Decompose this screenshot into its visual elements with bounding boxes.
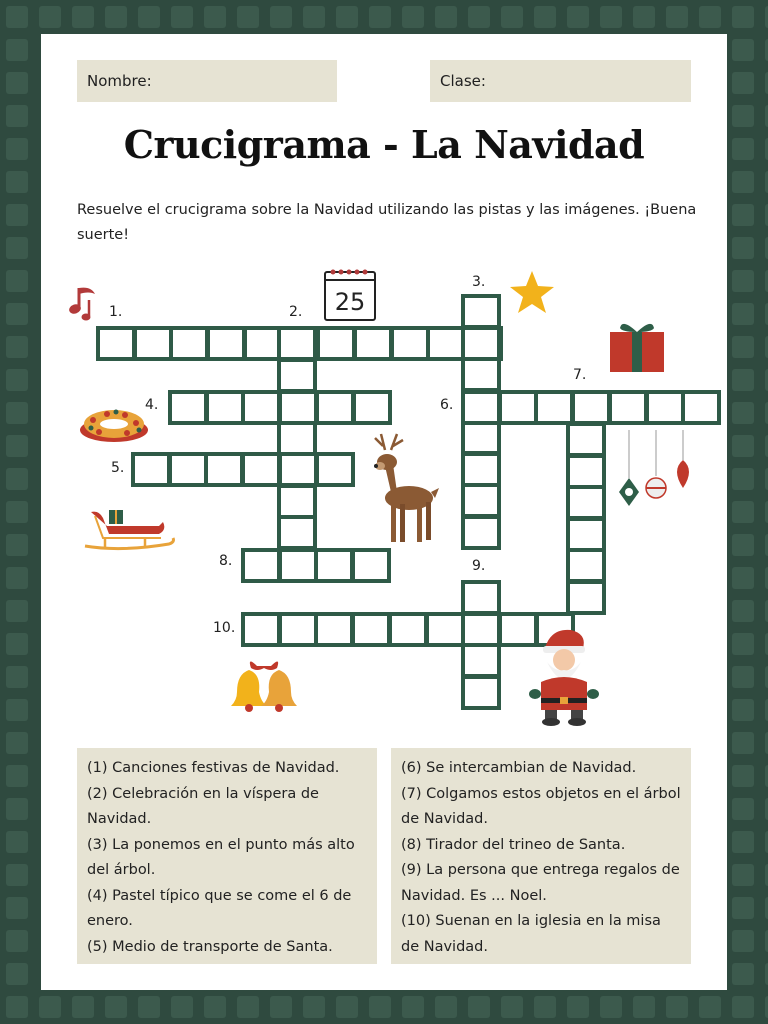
ornaments-icon bbox=[615, 430, 699, 514]
crossword-cell[interactable] bbox=[169, 326, 209, 361]
border-square bbox=[732, 732, 754, 754]
crossword-cell[interactable] bbox=[461, 515, 501, 550]
king-cake-icon bbox=[79, 406, 149, 444]
crossword-cell[interactable] bbox=[566, 485, 606, 520]
border-square bbox=[6, 864, 28, 886]
border-square bbox=[732, 534, 754, 556]
border-square bbox=[732, 6, 754, 28]
border-square bbox=[303, 996, 325, 1018]
border-square bbox=[39, 996, 61, 1018]
name-label: Nombre: bbox=[87, 72, 152, 90]
border-square bbox=[6, 765, 28, 787]
border-square bbox=[336, 996, 358, 1018]
border-square bbox=[732, 831, 754, 853]
crossword-cell[interactable] bbox=[461, 294, 501, 329]
crossword-cell[interactable] bbox=[278, 548, 318, 583]
border-square bbox=[237, 996, 259, 1018]
border-square bbox=[633, 996, 655, 1018]
border-square bbox=[6, 138, 28, 160]
crossword-cell[interactable] bbox=[498, 390, 538, 425]
clue-8: (8) Tirador del trineo de Santa. bbox=[401, 836, 626, 853]
border-square bbox=[732, 435, 754, 457]
border-square bbox=[6, 435, 28, 457]
border-square bbox=[732, 237, 754, 259]
border-square bbox=[6, 369, 28, 391]
border-square bbox=[6, 666, 28, 688]
crossword-cell[interactable] bbox=[241, 612, 281, 647]
clue-5: (5) Medio de transporte de Santa. bbox=[87, 938, 333, 955]
crossword-cell[interactable] bbox=[566, 422, 606, 457]
crossword-cell[interactable] bbox=[461, 612, 501, 647]
border-square bbox=[6, 963, 28, 985]
border-square bbox=[732, 138, 754, 160]
crossword-cell[interactable] bbox=[204, 452, 244, 487]
music-note-icon bbox=[67, 282, 101, 322]
reindeer-icon bbox=[367, 432, 441, 544]
border-square bbox=[732, 39, 754, 61]
crossword-cell[interactable] bbox=[351, 548, 391, 583]
clue-number-5: 5. bbox=[111, 460, 125, 476]
border-square bbox=[138, 6, 160, 28]
clue-number-6: 6. bbox=[440, 397, 454, 413]
crossword-cell[interactable] bbox=[277, 421, 317, 456]
crossword-cell[interactable] bbox=[277, 515, 317, 550]
crossword-cell[interactable] bbox=[96, 326, 136, 361]
clue-3: (3) La ponemos en el punto más alto del árbol. bbox=[87, 836, 355, 878]
border-square bbox=[534, 996, 556, 1018]
clue-7: (7) Colgamos estos objetos en el árbol de Navidad. bbox=[401, 785, 681, 827]
crossword-cell[interactable] bbox=[461, 326, 501, 361]
crossword-cell[interactable] bbox=[316, 326, 356, 361]
crossword-cell[interactable] bbox=[461, 675, 501, 710]
crossword-cell[interactable] bbox=[241, 452, 281, 487]
border-square bbox=[732, 864, 754, 886]
clue-number-9: 9. bbox=[472, 558, 486, 574]
crossword-cell[interactable] bbox=[278, 452, 318, 487]
instructions: Resuelve el crucigrama sobre la Navidad utilizando las pistas y las imágenes. ¡Buena suerte! bbox=[77, 202, 697, 243]
crossword-cell[interactable] bbox=[534, 390, 574, 425]
border-square bbox=[171, 996, 193, 1018]
border-square bbox=[567, 6, 589, 28]
border-square bbox=[732, 666, 754, 688]
clue-number-8: 8. bbox=[219, 553, 233, 569]
crossword-cell[interactable] bbox=[461, 580, 501, 615]
crossword-cell[interactable] bbox=[206, 326, 246, 361]
crossword-cell[interactable] bbox=[315, 452, 355, 487]
clue-2: (2) Celebración en la víspera de Navidad. bbox=[87, 785, 319, 827]
border-square bbox=[6, 336, 28, 358]
border-square bbox=[402, 996, 424, 1018]
border-square bbox=[6, 468, 28, 490]
calendar-day: 25 bbox=[334, 288, 366, 316]
border-square bbox=[435, 6, 457, 28]
page-title: Crucigrama - La Navidad bbox=[123, 122, 645, 167]
crossword-cell[interactable] bbox=[278, 612, 318, 647]
border-square bbox=[39, 6, 61, 28]
star-icon bbox=[509, 270, 555, 314]
border-square bbox=[6, 732, 28, 754]
border-square bbox=[468, 6, 490, 28]
clue-9: (9) La persona que entrega regalos de Navidad. Es ... Noel. bbox=[401, 862, 680, 904]
clue-1: (1) Canciones festivas de Navidad. bbox=[87, 760, 340, 776]
crossword-cell[interactable] bbox=[168, 390, 208, 425]
crossword-cell[interactable] bbox=[566, 548, 606, 583]
clue-number-2: 2. bbox=[289, 304, 303, 320]
border-square bbox=[6, 270, 28, 292]
crossword-cell[interactable] bbox=[426, 326, 466, 361]
crossword-cell[interactable] bbox=[277, 484, 317, 519]
border-square bbox=[6, 204, 28, 226]
border-square bbox=[6, 633, 28, 655]
santa-icon bbox=[527, 626, 601, 726]
crossword-cell[interactable] bbox=[461, 357, 501, 392]
border-square bbox=[6, 831, 28, 853]
border-square bbox=[732, 633, 754, 655]
crossword-cell[interactable] bbox=[461, 390, 501, 425]
border-square bbox=[732, 369, 754, 391]
border-square bbox=[600, 996, 622, 1018]
clue-number-10: 10. bbox=[213, 620, 236, 636]
class-label: Clase: bbox=[440, 72, 486, 90]
clue-number-1: 1. bbox=[109, 304, 123, 320]
crossword-cell[interactable] bbox=[351, 612, 391, 647]
border-square bbox=[105, 6, 127, 28]
crossword-cell[interactable] bbox=[461, 420, 501, 455]
crossword-cell[interactable] bbox=[608, 390, 648, 425]
border-square bbox=[369, 996, 391, 1018]
clues-panel-right bbox=[391, 748, 691, 964]
calendar-icon bbox=[323, 266, 377, 322]
border-square bbox=[204, 996, 226, 1018]
border-square bbox=[732, 963, 754, 985]
name-field[interactable] bbox=[77, 60, 337, 102]
crossword-cell[interactable] bbox=[277, 358, 317, 393]
border-square bbox=[732, 501, 754, 523]
border-square bbox=[600, 6, 622, 28]
clue-4: (4) Pastel típico que se come el 6 de enero. bbox=[87, 887, 352, 929]
border-square bbox=[567, 996, 589, 1018]
border-square bbox=[336, 6, 358, 28]
border-square bbox=[6, 534, 28, 556]
border-square bbox=[270, 996, 292, 1018]
border-square bbox=[6, 897, 28, 919]
border-square bbox=[732, 567, 754, 589]
crossword-cell[interactable] bbox=[461, 643, 501, 678]
crossword-cell[interactable] bbox=[645, 390, 685, 425]
border-square bbox=[369, 6, 391, 28]
border-square bbox=[732, 600, 754, 622]
border-square bbox=[732, 105, 754, 127]
border-square bbox=[6, 303, 28, 325]
border-square bbox=[732, 699, 754, 721]
border-square bbox=[171, 6, 193, 28]
crossword-cell[interactable] bbox=[566, 580, 606, 615]
border-square bbox=[6, 699, 28, 721]
crossword-cell[interactable] bbox=[390, 326, 430, 361]
border-square bbox=[732, 468, 754, 490]
border-square bbox=[6, 39, 28, 61]
border-square bbox=[105, 996, 127, 1018]
crossword-cell[interactable] bbox=[241, 390, 281, 425]
border-square bbox=[204, 6, 226, 28]
crossword-cell[interactable] bbox=[241, 548, 281, 583]
crossword-cell[interactable] bbox=[461, 452, 501, 487]
crossword-cell[interactable] bbox=[425, 612, 465, 647]
border-square bbox=[732, 996, 754, 1018]
border-square bbox=[6, 237, 28, 259]
border-square bbox=[534, 6, 556, 28]
crossword-cell[interactable] bbox=[133, 326, 173, 361]
border-square bbox=[732, 204, 754, 226]
border-square bbox=[6, 6, 28, 28]
border-square bbox=[6, 996, 28, 1018]
crossword-cell[interactable] bbox=[168, 452, 208, 487]
border-square bbox=[732, 930, 754, 952]
crossword-cell[interactable] bbox=[277, 326, 317, 361]
border-square bbox=[270, 6, 292, 28]
sleigh-icon bbox=[81, 504, 177, 552]
border-square bbox=[732, 402, 754, 424]
worksheet bbox=[41, 34, 727, 990]
border-square bbox=[732, 303, 754, 325]
border-square bbox=[6, 105, 28, 127]
border-square bbox=[699, 996, 721, 1018]
bells-icon bbox=[227, 656, 301, 712]
border-square bbox=[435, 996, 457, 1018]
border-square bbox=[72, 6, 94, 28]
class-field[interactable] bbox=[430, 60, 691, 102]
border-square bbox=[732, 897, 754, 919]
border-square bbox=[6, 798, 28, 820]
border-square bbox=[732, 336, 754, 358]
border-square bbox=[732, 72, 754, 94]
crossword-cell[interactable] bbox=[681, 390, 721, 425]
crossword-cell[interactable] bbox=[388, 612, 428, 647]
border-square bbox=[6, 567, 28, 589]
crossword-cell[interactable] bbox=[566, 454, 606, 489]
crossword-cell[interactable] bbox=[571, 390, 611, 425]
clue-number-7: 7. bbox=[573, 367, 587, 383]
border-square bbox=[501, 6, 523, 28]
border-square bbox=[699, 6, 721, 28]
border-square bbox=[6, 402, 28, 424]
border-square bbox=[732, 765, 754, 787]
border-square bbox=[6, 72, 28, 94]
clue-10: (10) Suenan en la iglesia en la misa de Navidad. bbox=[401, 913, 661, 955]
crossword-cell[interactable] bbox=[315, 390, 355, 425]
crossword-cell[interactable] bbox=[205, 390, 245, 425]
gift-icon bbox=[608, 318, 666, 374]
border-square bbox=[633, 6, 655, 28]
border-square bbox=[6, 600, 28, 622]
border-square bbox=[732, 270, 754, 292]
border-square bbox=[666, 996, 688, 1018]
border-square bbox=[501, 996, 523, 1018]
border-square bbox=[6, 171, 28, 193]
border-square bbox=[468, 996, 490, 1018]
border-square bbox=[732, 798, 754, 820]
border-square bbox=[6, 501, 28, 523]
crossword-cell[interactable] bbox=[352, 390, 392, 425]
clue-number-4: 4. bbox=[145, 397, 159, 413]
clues-panel-left bbox=[77, 748, 377, 964]
crossword-cell[interactable] bbox=[566, 517, 606, 552]
border-square bbox=[666, 6, 688, 28]
clue-6: (6) Se intercambian de Navidad. bbox=[401, 760, 637, 776]
crossword-cell[interactable] bbox=[131, 452, 171, 487]
crossword-cell[interactable] bbox=[314, 612, 354, 647]
border-square bbox=[237, 6, 259, 28]
border-square bbox=[402, 6, 424, 28]
crossword-cell[interactable] bbox=[278, 390, 318, 425]
border-square bbox=[732, 171, 754, 193]
crossword-cell[interactable] bbox=[461, 483, 501, 518]
border-square bbox=[6, 930, 28, 952]
border-square bbox=[72, 996, 94, 1018]
crossword-cell[interactable] bbox=[353, 326, 393, 361]
border-square bbox=[303, 6, 325, 28]
border-square bbox=[138, 996, 160, 1018]
clue-number-3: 3. bbox=[472, 274, 486, 290]
crossword-cell[interactable] bbox=[314, 548, 354, 583]
